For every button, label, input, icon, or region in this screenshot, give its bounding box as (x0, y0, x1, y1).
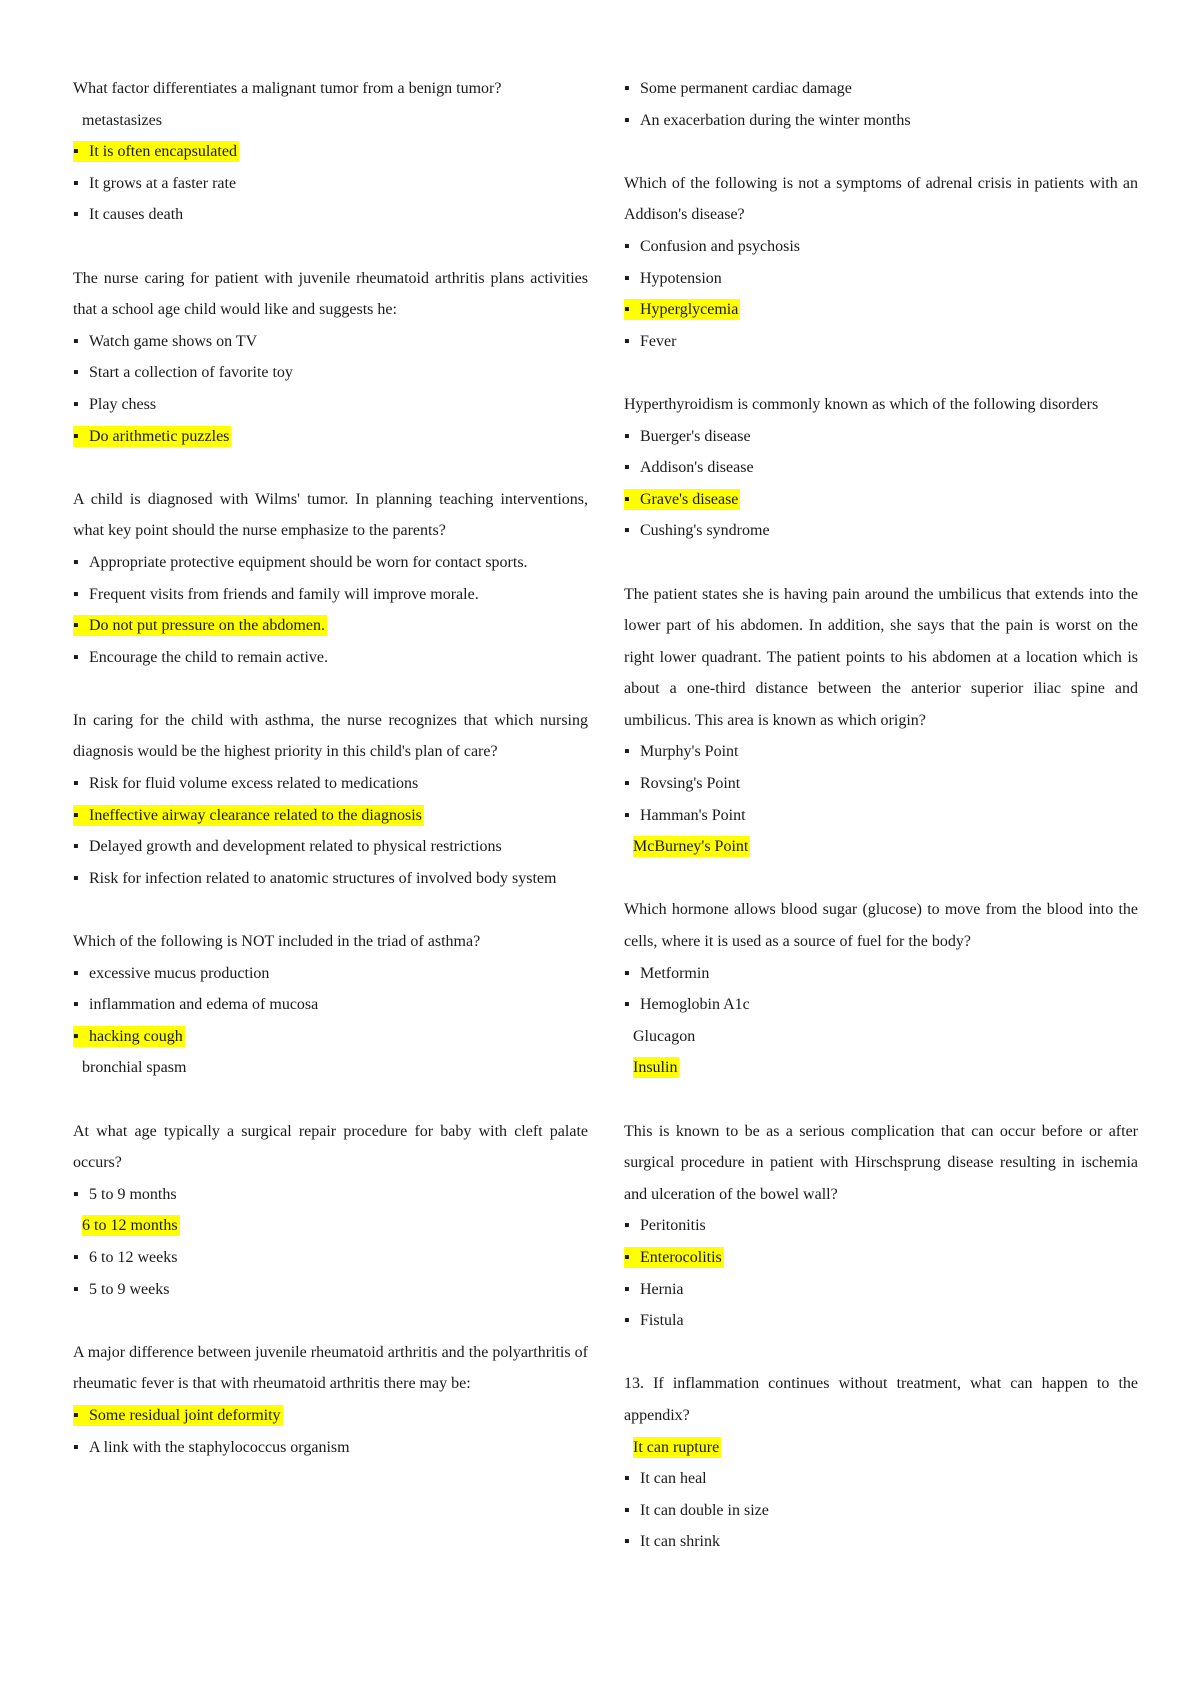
option-text: Hypotension (640, 269, 722, 287)
bullet-icon: ▪ (73, 427, 79, 445)
bullet-icon: ▪ (73, 617, 79, 635)
bullet-icon: ▪ (73, 1406, 79, 1424)
bullet-icon: ▪ (624, 1312, 630, 1330)
option-text: Frequent visits from friends and family will improve morale. (89, 585, 479, 603)
option-text: inflammation and edema of mucosa (89, 996, 319, 1014)
bullet-icon: ▪ (624, 964, 630, 982)
option-text: Encourage the child to remain active. (89, 648, 329, 666)
bullet-icon: ▪ (624, 269, 630, 287)
option-text: Hernia (640, 1280, 684, 1298)
answer-highlight (624, 489, 740, 510)
option-text: 6 to 12 months (82, 1217, 178, 1235)
question-block (73, 484, 588, 674)
answer-option (624, 515, 1138, 547)
answer-option (73, 105, 588, 137)
answer-option (73, 199, 588, 231)
question-block (624, 73, 1138, 136)
option-text: Peritonitis (640, 1217, 706, 1235)
question-text: Which of the following is NOT included in the triad of asthma? (73, 933, 481, 951)
question-block (73, 1116, 588, 1306)
bullet-icon: ▪ (624, 1217, 630, 1235)
answer-option (73, 326, 588, 358)
question-text: Which of the following is not a symptoms of adrenal crisis in patients with an Addison's disease? (624, 174, 1138, 224)
option-text: Metformin (640, 964, 710, 982)
bullet-icon: ▪ (624, 301, 630, 319)
answer-highlight (633, 836, 750, 857)
answer-option-highlighted (624, 1432, 1138, 1464)
answer-option (73, 989, 588, 1021)
bullet-icon: ▪ (624, 996, 630, 1014)
bullet-icon: ▪ (624, 459, 630, 477)
answer-option (624, 231, 1138, 263)
answer-highlight (624, 299, 740, 320)
bullet-icon: ▪ (73, 1438, 79, 1456)
question-block (73, 926, 588, 1084)
option-text: It can rupture (633, 1438, 720, 1456)
option-text: Fever (640, 332, 677, 350)
answer-option-highlighted (73, 800, 588, 832)
option-text: It can heal (640, 1470, 707, 1488)
option-text: 5 to 9 months (89, 1185, 177, 1203)
answer-option-highlighted (73, 1021, 588, 1053)
answer-option-highlighted (73, 1400, 588, 1432)
answer-highlight (633, 1437, 721, 1458)
bullet-icon: ▪ (73, 143, 79, 161)
bullet-icon: ▪ (73, 1280, 79, 1298)
answer-option-highlighted (73, 421, 588, 453)
answer-option (624, 452, 1138, 484)
option-text: bronchial spasm (82, 1059, 187, 1077)
option-text: Buerger's disease (640, 427, 751, 445)
option-text: It is often encapsulated (89, 143, 237, 161)
bullet-icon: ▪ (624, 490, 630, 508)
option-text: Risk for fluid volume excess related to medications (89, 775, 419, 793)
answer-highlight (624, 1247, 724, 1268)
bullet-icon: ▪ (73, 585, 79, 603)
option-text: It can double in size (640, 1501, 769, 1519)
answer-option-highlighted (73, 1210, 588, 1242)
answer-option (624, 1210, 1138, 1242)
question-block (73, 73, 588, 231)
bullet-icon: ▪ (624, 427, 630, 445)
option-text: Hyperglycemia (640, 301, 739, 319)
question-block (624, 1116, 1138, 1337)
bullet-icon: ▪ (73, 174, 79, 192)
answer-option (624, 1495, 1138, 1527)
bullet-icon: ▪ (73, 364, 79, 382)
option-text: Some permanent cardiac damage (640, 80, 852, 97)
option-text: Cushing's syndrome (640, 522, 770, 540)
option-text: Watch game shows on TV (89, 332, 258, 350)
question-text: At what age typically a surgical repair procedure for baby with cleft palate occurs? (73, 1122, 588, 1172)
question-text: A child is diagnosed with Wilms' tumor. In planning teaching interventions, what key point should the nurse emphasize to the parents? (73, 490, 588, 540)
option-text: Glucagon (633, 1027, 696, 1045)
answer-option (73, 768, 588, 800)
bullet-icon: ▪ (73, 1185, 79, 1203)
bullet-icon: ▪ (73, 806, 79, 824)
bullet-icon: ▪ (624, 1470, 630, 1488)
option-text: Do arithmetic puzzles (89, 427, 230, 445)
answer-option (73, 1274, 588, 1306)
option-text: Fistula (640, 1312, 684, 1330)
bullet-icon: ▪ (73, 332, 79, 350)
option-text: 5 to 9 weeks (89, 1280, 170, 1298)
answer-option (624, 105, 1138, 137)
bullet-icon: ▪ (624, 522, 630, 540)
question-text: In caring for the child with asthma, the nurse recognizes that which nursing diagnosis would be the highest priority in this child's plan of care? (73, 711, 588, 761)
answer-option (73, 863, 588, 895)
bullet-icon: ▪ (624, 806, 630, 824)
bullet-icon: ▪ (73, 648, 79, 666)
option-text: Play chess (89, 395, 157, 413)
bullet-icon: ▪ (73, 775, 79, 793)
answer-option (624, 421, 1138, 453)
answer-highlight (633, 1057, 679, 1078)
option-text: Hamman's Point (640, 806, 746, 824)
answer-option-highlighted (73, 136, 588, 168)
answer-option (73, 389, 588, 421)
question-block (624, 894, 1138, 1084)
question-block (73, 1337, 588, 1463)
answer-option (73, 642, 588, 674)
bullet-icon: ▪ (624, 80, 630, 97)
answer-option (624, 326, 1138, 358)
answer-option (624, 736, 1138, 768)
option-text: Appropriate protective equipment should be worn for contact sports. (89, 553, 528, 571)
answer-option (624, 800, 1138, 832)
answer-highlight (73, 615, 327, 636)
bullet-icon: ▪ (624, 332, 630, 350)
bullet-icon: ▪ (624, 1501, 630, 1519)
answer-option (624, 1463, 1138, 1495)
option-text: Murphy's Point (640, 743, 739, 761)
answer-option (73, 547, 588, 579)
bullet-icon: ▪ (624, 1280, 630, 1298)
answer-highlight (82, 1215, 180, 1236)
answer-option (73, 168, 588, 200)
answer-highlight (73, 141, 239, 162)
bullet-icon: ▪ (624, 1533, 630, 1551)
answer-option-highlighted (624, 484, 1138, 516)
bullet-icon: ▪ (73, 838, 79, 856)
answer-option (624, 263, 1138, 295)
answer-option-highlighted (73, 610, 588, 642)
question-text: What factor differentiates a malignant tumor from a benign tumor? (73, 80, 502, 97)
question-block (624, 168, 1138, 358)
bullet-icon: ▪ (624, 111, 630, 129)
answer-option (73, 958, 588, 990)
option-text: It can shrink (640, 1533, 720, 1551)
answer-option-highlighted (624, 1052, 1138, 1084)
option-text: Insulin (633, 1059, 678, 1077)
bullet-icon: ▪ (73, 996, 79, 1014)
question-text: A major difference between juvenile rheumatoid arthritis and the polyarthritis of rheumatic fever is that with rheumatoid arthritis there may be: (73, 1343, 588, 1393)
answer-option (624, 73, 1138, 105)
bullet-icon: ▪ (73, 206, 79, 224)
bullet-icon: ▪ (73, 1248, 79, 1266)
option-text: Some residual joint deformity (89, 1406, 281, 1424)
bullet-icon: ▪ (73, 869, 79, 887)
question-block (73, 263, 588, 453)
question-text: 13. If inflammation continues without treatment, what can happen to the appendix? (624, 1375, 1138, 1424)
question-block (624, 579, 1138, 863)
bullet-icon: ▪ (73, 553, 79, 571)
bullet-icon: ▪ (624, 237, 630, 255)
bullet-icon: ▪ (624, 743, 630, 761)
answer-highlight (73, 1405, 283, 1426)
answer-option-highlighted (624, 1242, 1138, 1274)
question-text: Hyperthyroidism is commonly known as which of the following disorders (624, 395, 1099, 413)
answer-option (73, 357, 588, 389)
option-text: Addison's disease (640, 459, 754, 477)
question-block (624, 389, 1138, 547)
option-text: 6 to 12 weeks (89, 1248, 178, 1266)
option-text: hacking cough (89, 1027, 183, 1045)
bullet-icon: ▪ (73, 395, 79, 413)
answer-option-highlighted (624, 831, 1138, 863)
bullet-icon: ▪ (73, 964, 79, 982)
left-column (73, 73, 588, 1463)
question-text: Which hormone allows blood sugar (glucose) to move from the blood into the cells, where it is used as a source of fuel for the body? (624, 901, 1138, 951)
answer-highlight (73, 1026, 185, 1047)
option-text: Ineffective airway clearance related to the diagnosis (89, 806, 422, 824)
option-text: Delayed growth and development related to physical restrictions (89, 838, 502, 856)
option-text: A link with the staphylococcus organism (89, 1438, 350, 1456)
answer-option (624, 958, 1138, 990)
answer-option (73, 1052, 588, 1084)
bullet-icon: ▪ (624, 1248, 630, 1266)
right-column (624, 73, 1138, 1558)
answer-highlight (73, 805, 424, 826)
question-text: The patient states she is having pain around the umbilicus that extends into the lower part of his abdomen. In addition, she says that the pain is worst on the right lower quadrant. The patient points to his abdomen at a location which is about a one-third distance between the anterior superior iliac spine and umbilicus. This area is known as which origin? (624, 585, 1138, 729)
option-text: It grows at a faster rate (89, 174, 237, 192)
option-text: Do not put pressure on the abdomen. (89, 617, 325, 635)
answer-option (73, 1242, 588, 1274)
option-text: Confusion and psychosis (640, 237, 800, 255)
answer-option (624, 1526, 1138, 1558)
option-text: Grave's disease (640, 490, 739, 508)
bullet-icon: ▪ (624, 775, 630, 793)
answer-option (73, 1179, 588, 1211)
answer-option (73, 831, 588, 863)
option-text: Rovsing's Point (640, 775, 741, 793)
bullet-icon: ▪ (73, 1027, 79, 1045)
answer-option (624, 1305, 1138, 1337)
answer-highlight (73, 426, 231, 447)
answer-option (624, 1274, 1138, 1306)
option-text: An exacerbation during the winter months (640, 111, 911, 129)
answer-option (624, 1021, 1138, 1053)
answer-option (73, 579, 588, 611)
answer-option-highlighted (624, 294, 1138, 326)
option-text: Enterocolitis (640, 1248, 722, 1266)
question-block (73, 705, 588, 895)
answer-option (624, 768, 1138, 800)
option-text: Hemoglobin A1c (640, 996, 750, 1014)
question-text: The nurse caring for patient with juvenile rheumatoid arthritis plans activities that a school age child would like and suggests he: (73, 269, 588, 319)
option-text: Start a collection of favorite toy (89, 364, 293, 382)
question-text: This is known to be as a serious complication that can occur before or after surgical procedure in patient with Hirschsprung disease resulting in ischemia and ulceration of the bowel wall? (624, 1122, 1138, 1203)
option-text: McBurney's Point (633, 838, 749, 856)
option-text: metastasizes (82, 111, 162, 129)
option-text: Risk for infection related to anatomic structures of involved body system (89, 869, 557, 887)
option-text: It causes death (89, 206, 184, 224)
option-text: excessive mucus production (89, 964, 270, 982)
question-block (624, 1368, 1138, 1558)
answer-option (73, 1432, 588, 1464)
answer-option (624, 989, 1138, 1021)
